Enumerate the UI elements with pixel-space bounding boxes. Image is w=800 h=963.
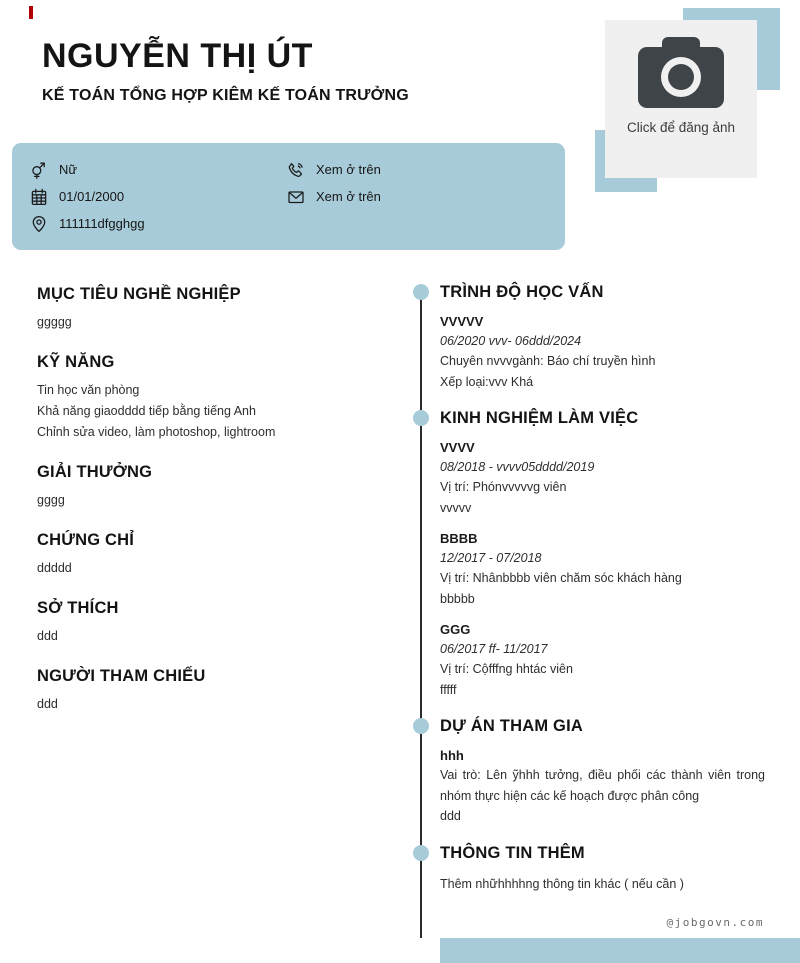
entry-date[interactable]: 12/2017 - 07/2018: [440, 551, 542, 565]
entry-text[interactable]: Vị trí: Cộfffng hhtác viên: [440, 662, 573, 676]
section-title: TRÌNH ĐỘ HỌC VẤN: [440, 281, 765, 303]
section-title: KỸ NĂNG: [37, 353, 115, 371]
entry-name[interactable]: VVVV: [440, 440, 475, 455]
left-column: [37, 283, 407, 733]
email-icon: [287, 188, 305, 206]
entry-date[interactable]: 08/2018 - vvvv05dddd/2019: [440, 460, 595, 474]
cv-entry: [440, 530, 765, 609]
entry-text[interactable]: Vị trí: Phónvvvvvg viên: [440, 480, 567, 494]
left-section: [37, 665, 407, 715]
timeline-dot-icon: [413, 845, 429, 861]
section-text[interactable]: ddd: [37, 697, 58, 711]
right-section: [440, 407, 765, 700]
photo-upload-button[interactable]: [605, 20, 757, 178]
entry-date[interactable]: 06/2020 vvv- 06ddd/2024: [440, 334, 582, 348]
job-title-field[interactable]: KẾ TOÁN TỔNG HỢP KIÊM KẾ TOÁN TRƯỞNG: [42, 87, 409, 104]
right-section: [440, 715, 765, 827]
cv-entry: [440, 747, 765, 827]
cv-entry: [440, 874, 765, 895]
section-title: MỤC TIÊU NGHỀ NGHIỆP: [37, 285, 241, 303]
timeline-dot-icon: [413, 718, 429, 734]
personal-info-box: [12, 143, 565, 250]
entry-name[interactable]: hhh: [440, 748, 464, 763]
name-field[interactable]: NGUYỄN THỊ ÚT: [42, 37, 313, 75]
section-title: SỞ THÍCH: [37, 599, 119, 617]
location-icon: [30, 215, 48, 233]
right-section: [440, 281, 765, 392]
info-row: [30, 210, 287, 237]
section-text[interactable]: ddd: [37, 629, 58, 643]
cv-entry: [440, 439, 765, 518]
info-row: [287, 156, 381, 183]
info-value[interactable]: 01/01/2000: [59, 189, 125, 204]
right-column: [440, 281, 765, 909]
photo-upload-label: Click để đăng ảnh: [626, 120, 736, 135]
entry-name[interactable]: GGG: [440, 622, 471, 637]
right-section: [440, 842, 765, 895]
entry-text[interactable]: fffff: [440, 682, 457, 697]
timeline-dot-icon: [413, 410, 429, 426]
cv-entry: [440, 313, 765, 392]
section-title: NGƯỜI THAM CHIẾU: [37, 667, 206, 685]
info-value[interactable]: Nữ: [59, 162, 78, 177]
left-section: [37, 461, 407, 511]
timeline-line: [420, 289, 422, 938]
section-title: THÔNG TIN THÊM: [440, 842, 765, 864]
section-text[interactable]: ddddd: [37, 561, 72, 575]
cv-entry: [440, 621, 765, 700]
info-value[interactable]: Xem ở trên: [316, 189, 381, 204]
entry-text[interactable]: Vị trí: Nhânbbbb viên chăm sóc khách hàng: [440, 571, 682, 585]
entry-text[interactable]: Chuyên nvvvgành: Báo chí truyền hình: [440, 354, 656, 368]
entry-name[interactable]: VVVVV: [440, 314, 484, 329]
left-section: [37, 351, 407, 443]
calendar-icon: [30, 188, 48, 206]
section-title: DỰ ÁN THAM GIA: [440, 715, 765, 737]
left-section: [37, 597, 407, 647]
cv-header: [42, 36, 562, 106]
text-cursor: [29, 6, 33, 19]
entry-date[interactable]: 06/2017 ff- 11/2017: [440, 642, 548, 656]
entry-text[interactable]: Xếp loại:vvv Khá: [440, 374, 534, 389]
section-text[interactable]: Chỉnh sửa video, làm photoshop, lightroom: [37, 425, 276, 439]
entry-text[interactable]: bbbbb: [440, 591, 475, 606]
section-title: KINH NGHIỆM LÀM VIỆC: [440, 407, 765, 429]
timeline-dot-icon: [413, 284, 429, 300]
entry-text[interactable]: Thêm nhữhhhhng thông tin khác ( nếu cần ): [440, 876, 684, 891]
bottom-accent-bar: [440, 938, 800, 963]
info-column-left: [30, 156, 287, 237]
section-title: CHỨNG CHỈ: [37, 531, 135, 549]
watermark: @jobgovn.com: [666, 916, 764, 929]
info-column-right: [287, 156, 381, 237]
section-title: GIẢI THƯỞNG: [37, 463, 153, 481]
gender-icon: [30, 161, 48, 179]
left-section: [37, 529, 407, 579]
section-text[interactable]: gggg: [37, 493, 65, 507]
entry-description[interactable]: Vai trò: Lên ỹhhh tưởng, điều phối các thành viên trong nhóm thực hiện các kế hoạch được phân công: [440, 768, 765, 803]
info-value[interactable]: Xem ở trên: [316, 162, 381, 177]
info-row: [30, 156, 287, 183]
section-text[interactable]: Khả năng giaodddd tiếp bằng tiếng Anh: [37, 404, 256, 418]
phone-icon: [287, 161, 305, 179]
info-value[interactable]: 111111dfgghgg: [59, 216, 145, 231]
info-row: [30, 183, 287, 210]
left-section: [37, 283, 407, 333]
section-text[interactable]: ggggg: [37, 315, 72, 329]
entry-text[interactable]: ddd: [440, 809, 461, 823]
info-row: [287, 183, 381, 210]
entry-name[interactable]: BBBB: [440, 531, 478, 546]
camera-icon: [638, 36, 724, 108]
section-text[interactable]: Tin học văn phòng: [37, 383, 140, 397]
entry-text[interactable]: vvvvv: [440, 500, 472, 515]
